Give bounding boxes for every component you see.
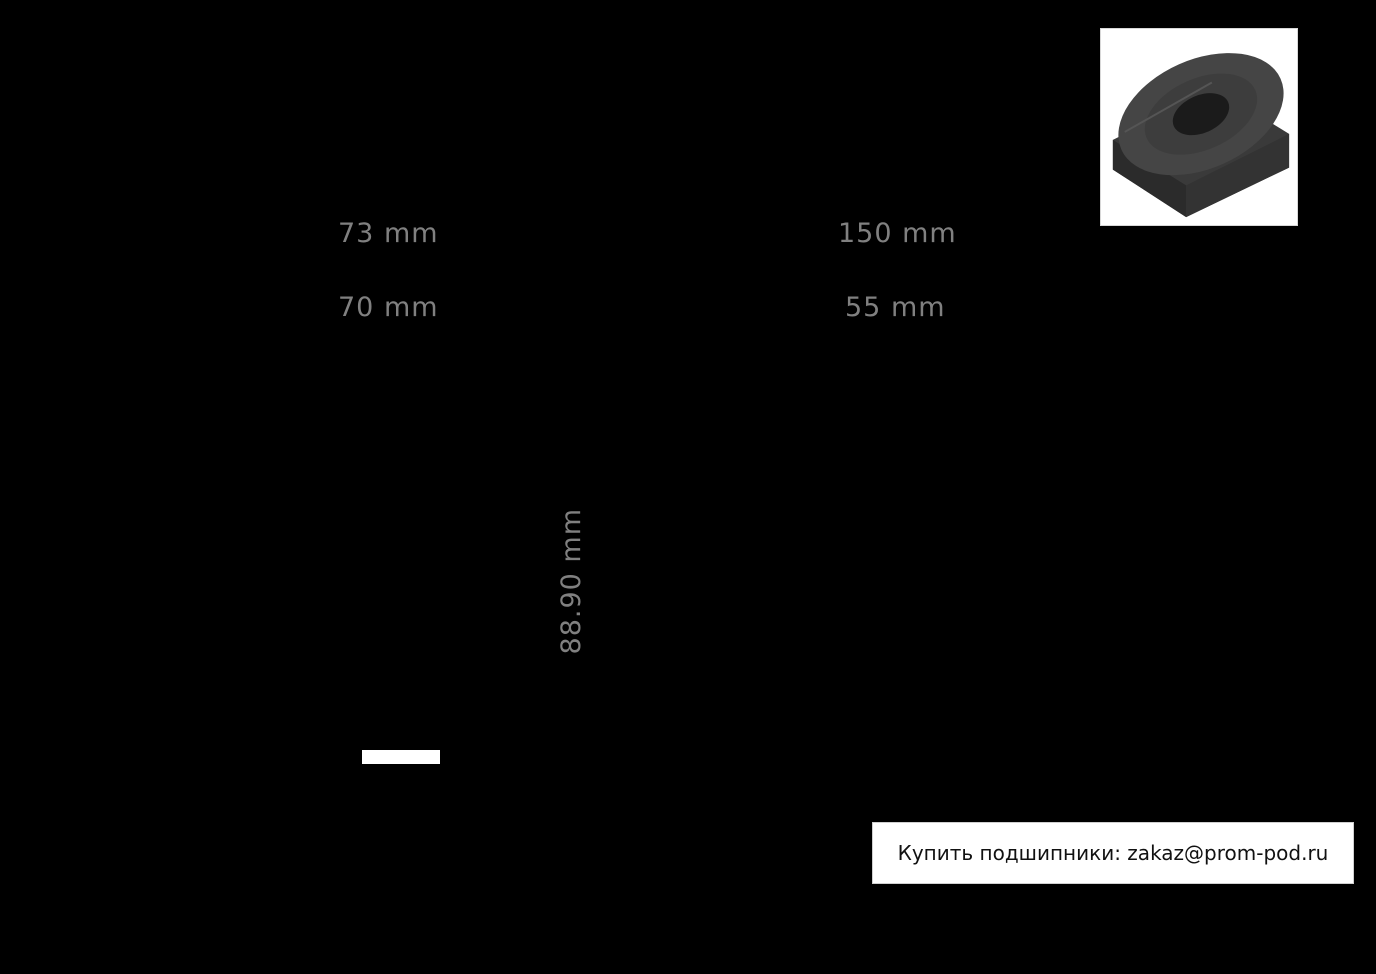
dimension-label-vertical: 88.90 mm (556, 508, 587, 655)
scale-bar (362, 750, 440, 764)
dimension-label-outer-diameter: 150 mm (838, 218, 957, 249)
dimension-label-outer-width: 55 mm (845, 292, 946, 323)
bearing-3d-icon (1101, 29, 1297, 225)
contact-banner-text: Купить подшипники: zakaz@prom-pod.ru (897, 841, 1329, 865)
dimension-label-inner-width: 70 mm (338, 292, 439, 323)
contact-banner[interactable] (872, 822, 1354, 884)
product-thumbnail (1100, 28, 1298, 226)
dimension-label-bore: 73 mm (338, 218, 439, 249)
